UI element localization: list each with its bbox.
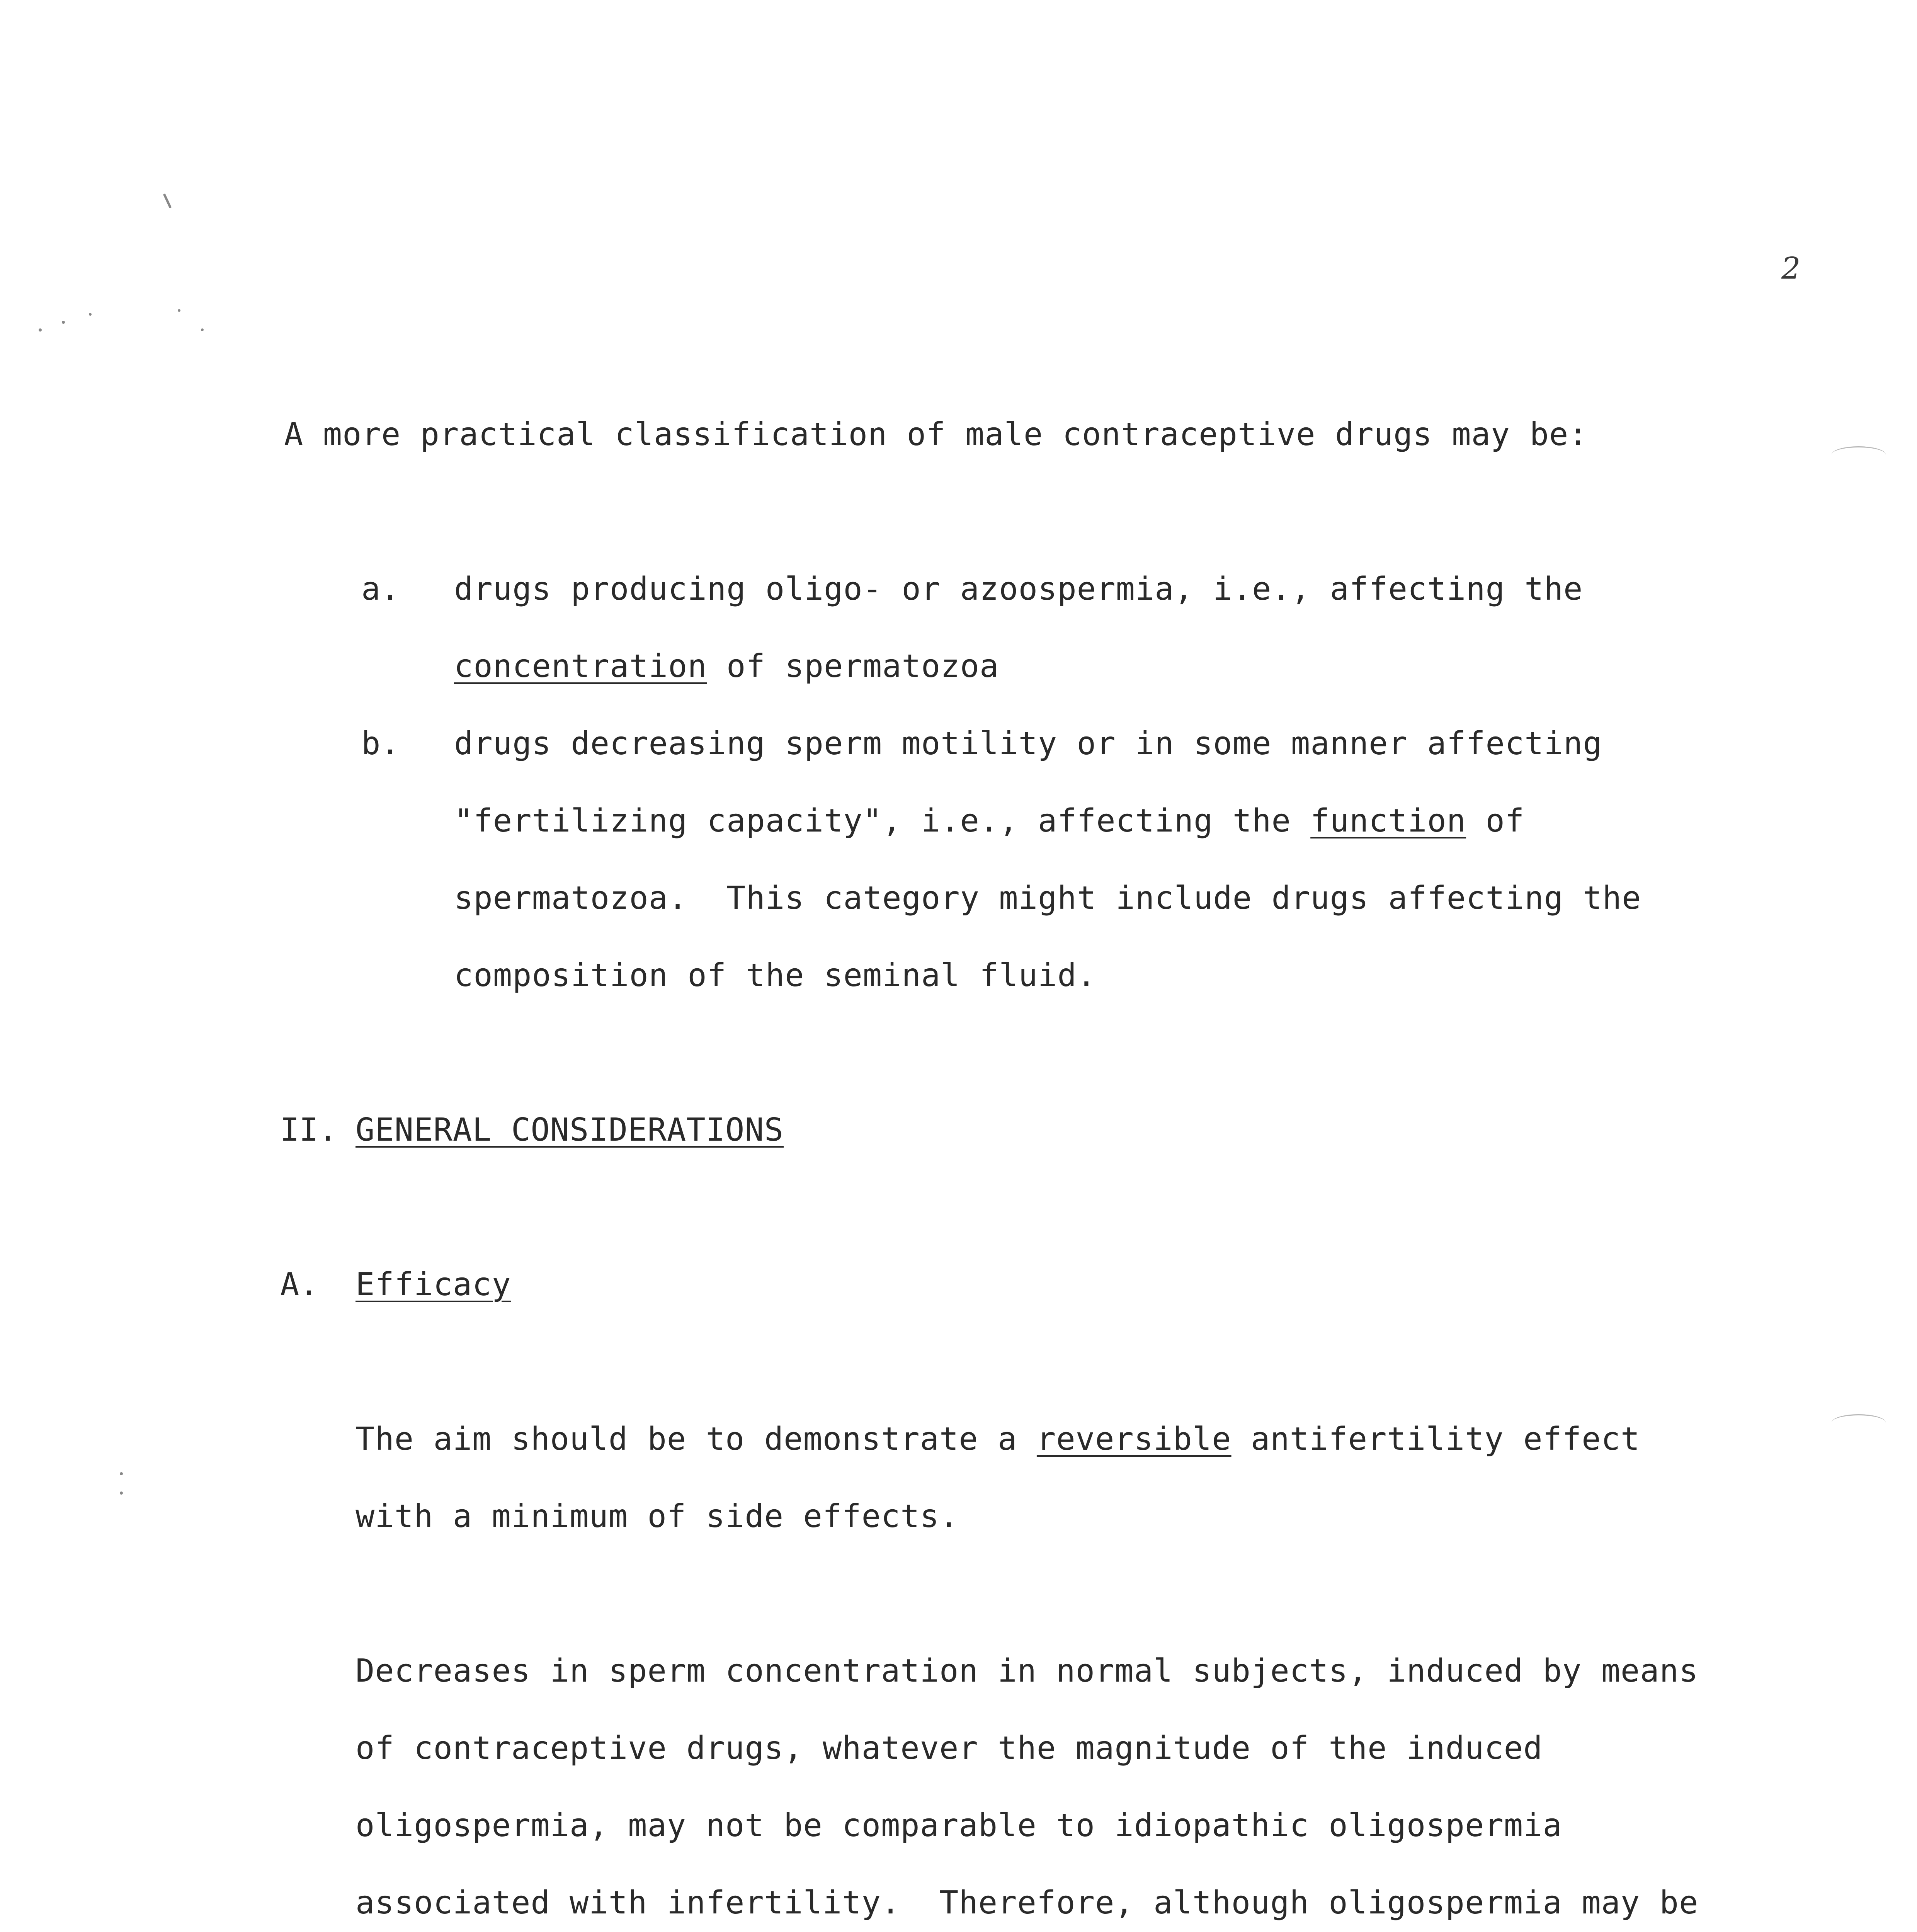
scan-speck	[201, 328, 204, 331]
list-marker-b: b.	[361, 725, 400, 762]
section-title: GENERAL CONSIDERATIONS	[356, 1112, 784, 1148]
scan-edge-mark	[1832, 1414, 1886, 1431]
paragraph-1-line-2: with a minimum of side effects.	[356, 1498, 959, 1535]
underlined-term: reversible	[1036, 1421, 1232, 1458]
scan-speck	[62, 321, 65, 324]
scan-speck	[120, 1492, 123, 1495]
paragraph-2-line-2: of contraceptive drugs, whatever the magnitude of the induced	[356, 1730, 1543, 1767]
list-item-a-line-1: drugs producing oligo- or azoospermia, i.e., affecting the	[454, 571, 1583, 607]
subsection-title: Efficacy	[356, 1266, 511, 1303]
scan-speck	[39, 328, 42, 332]
scan-speck	[120, 1472, 123, 1475]
list-marker-a: a.	[361, 571, 400, 607]
list-item-b-line-2: "fertilizing capacity", i.e., affecting the function of	[454, 803, 1525, 839]
paragraph-2-line-3: oligospermia, may not be comparable to idiopathic oligospermia	[356, 1807, 1562, 1844]
list-item-b-line-4: composition of the seminal fluid.	[454, 957, 1097, 994]
scan-speck	[89, 313, 92, 316]
paragraph-1-line-1: The aim should be to demonstrate a reversible antifertility effect	[356, 1421, 1640, 1458]
subsection-letter: A.	[280, 1266, 318, 1303]
paragraph-2-line-1: Decreases in sperm concentration in normal subjects, induced by means	[356, 1653, 1699, 1689]
paragraph-2-line-4: associated with infertility. Therefore, although oligospermia may be	[356, 1884, 1699, 1921]
scan-speck	[163, 194, 172, 209]
scan-edge-mark	[1832, 446, 1886, 463]
page-number: 2	[1781, 251, 1801, 286]
scan-speck	[178, 309, 180, 312]
list-item-b-line-1: drugs decreasing sperm motility or in some manner affecting	[454, 725, 1602, 762]
list-item-b-line-3: spermatozoa. This category might include drugs affecting the	[454, 880, 1641, 917]
underlined-term: function	[1310, 803, 1466, 839]
intro-paragraph: A more practical classification of male contraceptive drugs may be:	[284, 416, 1588, 453]
list-item-a-line-2: concentration of spermatozoa	[454, 648, 999, 685]
underlined-term: concentration	[454, 648, 707, 685]
section-number: II.	[280, 1112, 338, 1148]
